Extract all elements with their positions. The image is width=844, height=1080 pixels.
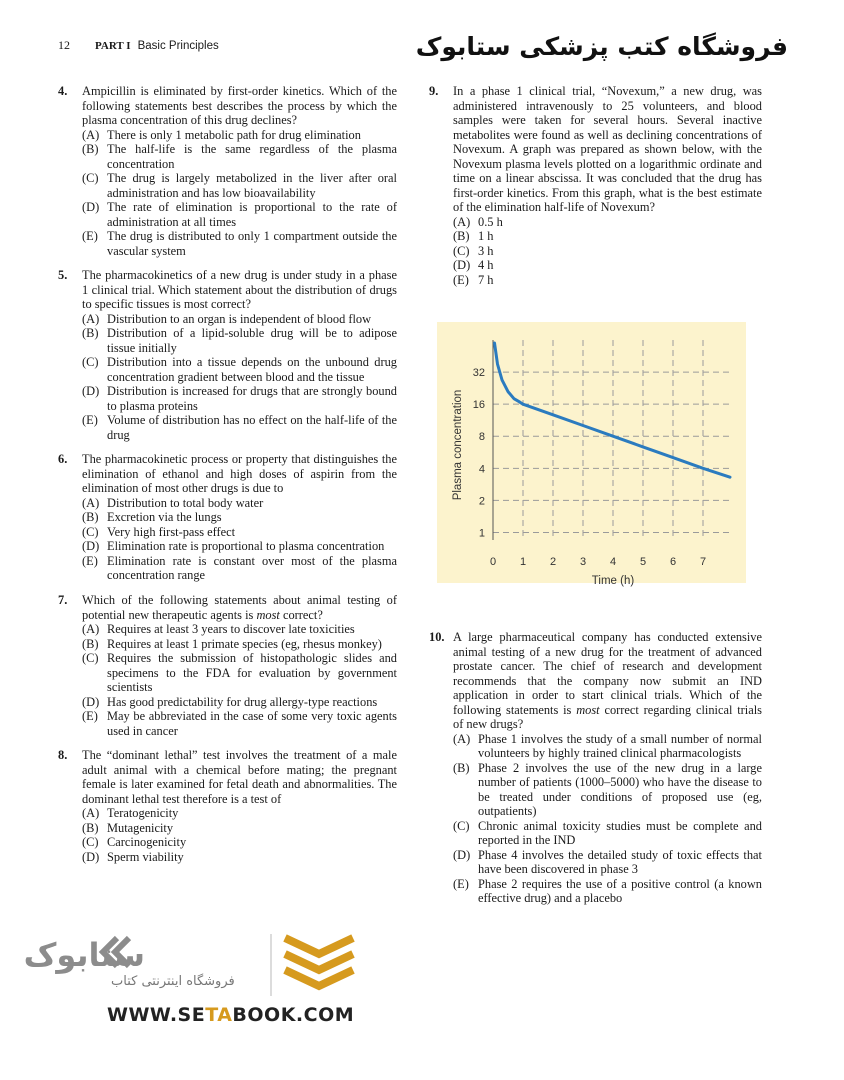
option-letter: (B) — [82, 326, 99, 340]
answer-option[interactable] — [58, 496, 397, 511]
answer-option[interactable] — [58, 850, 397, 865]
answer-option[interactable] — [429, 229, 762, 244]
option-text: Has good predictability for drug allergy-type reactions — [107, 694, 378, 709]
question-number: 7. — [58, 593, 68, 607]
x-tick-label: 3 — [579, 556, 587, 568]
question-stem-pre: A large pharmaceutical company has conducted extensive animal testing of a new drug for the treatment of advanced prostate cancer. The chief of research and development recommends that the company now submit an IND application in order to start clinical trials. Which of the following statements is — [453, 630, 762, 717]
part-title: Basic Principles — [137, 40, 219, 52]
option-text: 3 h — [478, 243, 494, 258]
question-stem-text: The pharmacokinetics of a new drug is under study in a phase 1 clinical trial. Which statement about the distribution of drugs to specific tissues is most correct? — [82, 268, 397, 311]
question-7 — [58, 593, 397, 738]
answer-option[interactable] — [58, 355, 397, 384]
question-stem-pre: Which of the following statements about animal testing of potential new therapeutic agents is — [82, 593, 397, 622]
option-text: Requires at least 3 years to discover late toxicities — [107, 622, 355, 636]
option-text: There is only 1 metabolic path for drug elimination — [107, 127, 361, 142]
option-text: Mutagenicity — [107, 820, 174, 835]
question-6 — [58, 452, 397, 583]
y-tick-label: 4 — [478, 463, 485, 476]
option-letter: (D) — [82, 539, 100, 553]
option-letter: (A) — [82, 806, 100, 820]
answer-option[interactable] — [429, 215, 762, 230]
answer-option[interactable] — [429, 819, 762, 848]
option-text: Carcinogenicity — [107, 835, 187, 849]
website-url[interactable] — [107, 1004, 354, 1026]
x-tick-label: 7 — [699, 556, 707, 568]
option-text: Distribution to total body water — [107, 495, 264, 510]
option-letter: (A) — [82, 311, 100, 326]
x-tick-label: 4 — [609, 556, 617, 568]
answer-option[interactable] — [58, 413, 397, 442]
option-letter: (E) — [82, 229, 98, 243]
y-tick-label: 1 — [478, 527, 485, 540]
option-letter: (B) — [82, 636, 99, 651]
url-part-2: BOOK.COM — [232, 1004, 355, 1026]
option-text: May be abbreviated in the case of some very toxic agents used in cancer — [107, 709, 397, 738]
question-stem-text: Ampicillin is eliminated by first-order kinetics. Which of the following statements best describes the process by which the plasma concentration of this drug declines? — [82, 84, 397, 127]
option-letter: (D) — [453, 258, 471, 272]
option-letter: (C) — [453, 243, 470, 258]
answer-option[interactable] — [58, 651, 397, 695]
option-letter: (D) — [82, 384, 100, 398]
question-stem — [58, 268, 397, 312]
question-stem-text: The “dominant lethal” test involves the treatment of a male adult animal with a chemical before mating; the pregnant female is later examined for fetal death and abnormalities. The dominant lethal test therefore is a test of — [82, 748, 397, 806]
part-label: PART I — [95, 40, 131, 52]
option-letter: (D) — [82, 849, 100, 864]
question-stem-text: In a phase 1 clinical trial, “Novexum,” a new drug, was administered intravenously to 25 volunteers, and blood samples were taken for several hours. Several inactive metabolites were found as well as declining concentrations of Novexum. A graph was prepared as shown below, with the Novexum plasma levels plotted on a logarithmic ordinate and time on a linear abscissa. It was concluded that the drug has first-order kinetics. From this graph, what is the best estimate of the elimination half-life of Novexum? — [453, 84, 762, 214]
option-letter: (A) — [82, 495, 100, 510]
option-letter: (E) — [82, 413, 98, 427]
question-number: 4. — [58, 84, 68, 98]
answer-option[interactable] — [58, 525, 397, 540]
question-number: 6. — [58, 452, 68, 466]
option-letter: (E) — [453, 876, 469, 891]
answer-option[interactable] — [58, 142, 397, 171]
option-text: The drug is largely metabolized in the liver after oral administration and has low bioavailability — [107, 171, 397, 200]
question-stem-post: correct? — [279, 607, 323, 622]
option-letter: (C) — [82, 524, 99, 539]
answer-option[interactable] — [58, 821, 397, 836]
answer-option[interactable] — [429, 761, 762, 819]
answer-option[interactable] — [58, 637, 397, 652]
answer-option[interactable] — [58, 510, 397, 525]
logo-tagline: فروشگاه اینترنتی کتاب — [111, 974, 235, 989]
answer-option[interactable] — [429, 732, 762, 761]
x-tick-label: 5 — [639, 556, 647, 568]
answer-option[interactable] — [429, 244, 762, 259]
option-text: Distribution into a tissue depends on the unbound drug concentration gradient between blood and the tissue — [107, 355, 397, 384]
page-number: 12 — [58, 38, 70, 52]
x-axis-label: Time (h) — [591, 575, 635, 587]
question-stem-em: most — [576, 702, 600, 717]
answer-options — [429, 215, 762, 288]
answer-option[interactable] — [429, 258, 762, 273]
answer-option[interactable] — [429, 848, 762, 877]
question-4 — [58, 84, 397, 258]
logo-wordmark: ستابوک — [23, 936, 145, 974]
question-stem — [58, 748, 397, 806]
option-letter: (A) — [453, 214, 471, 229]
option-text: Phase 2 requires the use of a positive control (a known effective drug) and a placebo — [478, 876, 762, 905]
option-letter: (E) — [82, 553, 98, 568]
x-tick-label: 2 — [549, 556, 557, 568]
question-stem-text: The pharmacokinetic process or property that distinguishes the elimination of ethanol and high doses of aspirin from the elimination of most other drugs is due to — [82, 452, 397, 495]
answer-option[interactable] — [58, 171, 397, 200]
url-highlight: TA — [205, 1004, 233, 1026]
option-letter: (B) — [82, 142, 99, 156]
question-stem — [58, 593, 397, 622]
answer-option[interactable] — [429, 877, 762, 906]
concentration-chart — [437, 322, 746, 587]
option-text: The half-life is the same regardless of the plasma concentration — [107, 142, 397, 171]
option-text: Requires at least 1 primate species (eg, rhesus monkey) — [107, 636, 382, 651]
store-title: فروشگاه کتب پزشکی ستابوک — [415, 32, 788, 61]
answer-option[interactable] — [58, 539, 397, 554]
option-text: Distribution of a lipid-soluble drug will be to adipose tissue initially — [107, 326, 397, 355]
y-axis-label: Plasma concentration — [452, 389, 464, 501]
question-stem — [429, 630, 762, 732]
option-text: Elimination rate is constant over most of the plasma concentration range — [107, 553, 397, 582]
option-text: 1 h — [478, 229, 494, 243]
answer-options — [58, 622, 397, 738]
setabook-logo — [23, 930, 365, 1030]
y-tick-label: 16 — [472, 399, 485, 412]
option-text: Phase 2 involves the use of the new drug in a large number of patients (1000–5000) who have the disease to be treated under conditions of proposed use (eg, outpatients) — [478, 760, 762, 818]
y-tick-label: 2 — [478, 495, 485, 508]
option-letter: (C) — [82, 171, 99, 185]
answer-option[interactable] — [58, 554, 397, 583]
page-header — [58, 38, 219, 53]
option-text: Requires the submission of histopathologic slides and specimens to the FDA for evaluation by government scientists — [107, 651, 397, 694]
option-text: Sperm viability — [107, 849, 184, 864]
question-number: 5. — [58, 268, 68, 282]
y-tick-label: 8 — [478, 431, 485, 444]
option-letter: (D) — [453, 847, 471, 862]
concentration-curve — [495, 343, 731, 477]
option-text: Very high first-pass effect — [107, 524, 236, 539]
option-letter: (D) — [82, 694, 100, 709]
question-8 — [58, 748, 397, 864]
option-text: The drug is distributed to only 1 compartment outside the vascular system — [107, 229, 397, 258]
question-5 — [58, 268, 397, 442]
option-letter: (B) — [453, 760, 470, 775]
answer-option[interactable] — [58, 622, 397, 637]
option-text: Distribution to an organ is independent of blood flow — [107, 311, 372, 326]
answer-option[interactable] — [58, 709, 397, 738]
answer-options — [58, 496, 397, 583]
option-letter: (A) — [82, 622, 100, 636]
answer-options — [58, 312, 397, 443]
question-number: 8. — [58, 748, 68, 762]
answer-option[interactable] — [58, 695, 397, 710]
answer-option[interactable] — [58, 128, 397, 143]
option-letter: (E) — [453, 272, 469, 287]
option-text: Excretion via the lungs — [107, 510, 222, 524]
answer-option[interactable] — [58, 326, 397, 355]
y-tick-label: 32 — [472, 367, 485, 380]
x-tick-label: 1 — [519, 556, 527, 568]
answer-option[interactable] — [429, 273, 762, 288]
url-part-1: WWW.SE — [107, 1004, 206, 1026]
option-letter: (C) — [82, 355, 99, 369]
x-tick-label: 6 — [669, 556, 677, 568]
option-letter: (D) — [82, 200, 100, 214]
question-number: 10. — [429, 630, 445, 644]
option-text: Volume of distribution has no effect on the half-life of the drug — [107, 413, 397, 442]
question-number: 9. — [429, 84, 439, 98]
answer-option[interactable] — [58, 312, 397, 327]
option-letter: (C) — [82, 651, 99, 665]
option-letter: (B) — [453, 229, 470, 243]
option-text: 0.5 h — [478, 214, 503, 229]
option-text: Chronic animal toxicity studies must be complete and reported in the IND — [478, 818, 762, 847]
answer-option[interactable] — [58, 806, 397, 821]
answer-options — [429, 732, 762, 906]
answer-option[interactable] — [58, 200, 397, 229]
logo-graphic — [23, 930, 365, 1000]
option-letter: (E) — [82, 709, 98, 723]
option-text: 7 h — [478, 272, 494, 287]
x-tick-label: 0 — [489, 556, 497, 568]
option-text: Distribution is increased for drugs that are strongly bound to plasma proteins — [107, 384, 397, 413]
option-letter: (B) — [82, 820, 99, 835]
option-letter: (B) — [82, 510, 99, 524]
option-text: Teratogenicity — [107, 806, 179, 820]
option-letter: (C) — [82, 835, 99, 849]
chevron-stack-icon — [285, 938, 353, 986]
chart-svg — [437, 322, 746, 587]
answer-option[interactable] — [58, 384, 397, 413]
question-stem-em: most — [256, 607, 280, 622]
option-text: Elimination rate is proportional to plasma concentration — [107, 539, 385, 553]
option-text: Phase 1 involves the study of a small number of normal volunteers by highly trained clinical pharmacologists — [478, 731, 762, 760]
option-text: The rate of elimination is proportional to the rate of administration at all times — [107, 200, 397, 229]
option-letter: (A) — [453, 731, 471, 746]
question-stem — [429, 84, 762, 215]
option-letter: (A) — [82, 127, 100, 142]
question-stem — [58, 452, 397, 496]
answer-option[interactable] — [58, 229, 397, 258]
question-10 — [429, 630, 762, 906]
option-text: 4 h — [478, 258, 494, 272]
question-9 — [429, 84, 762, 287]
question-stem — [58, 84, 397, 128]
option-letter: (C) — [453, 818, 470, 833]
option-text: Phase 4 involves the detailed study of toxic effects that have been discovered in phase 3 — [478, 847, 762, 876]
answer-option[interactable] — [58, 835, 397, 850]
question-stem-post: correct regarding clinical trials of new drugs? — [453, 702, 762, 731]
answer-options — [58, 806, 397, 864]
answer-options — [58, 128, 397, 259]
